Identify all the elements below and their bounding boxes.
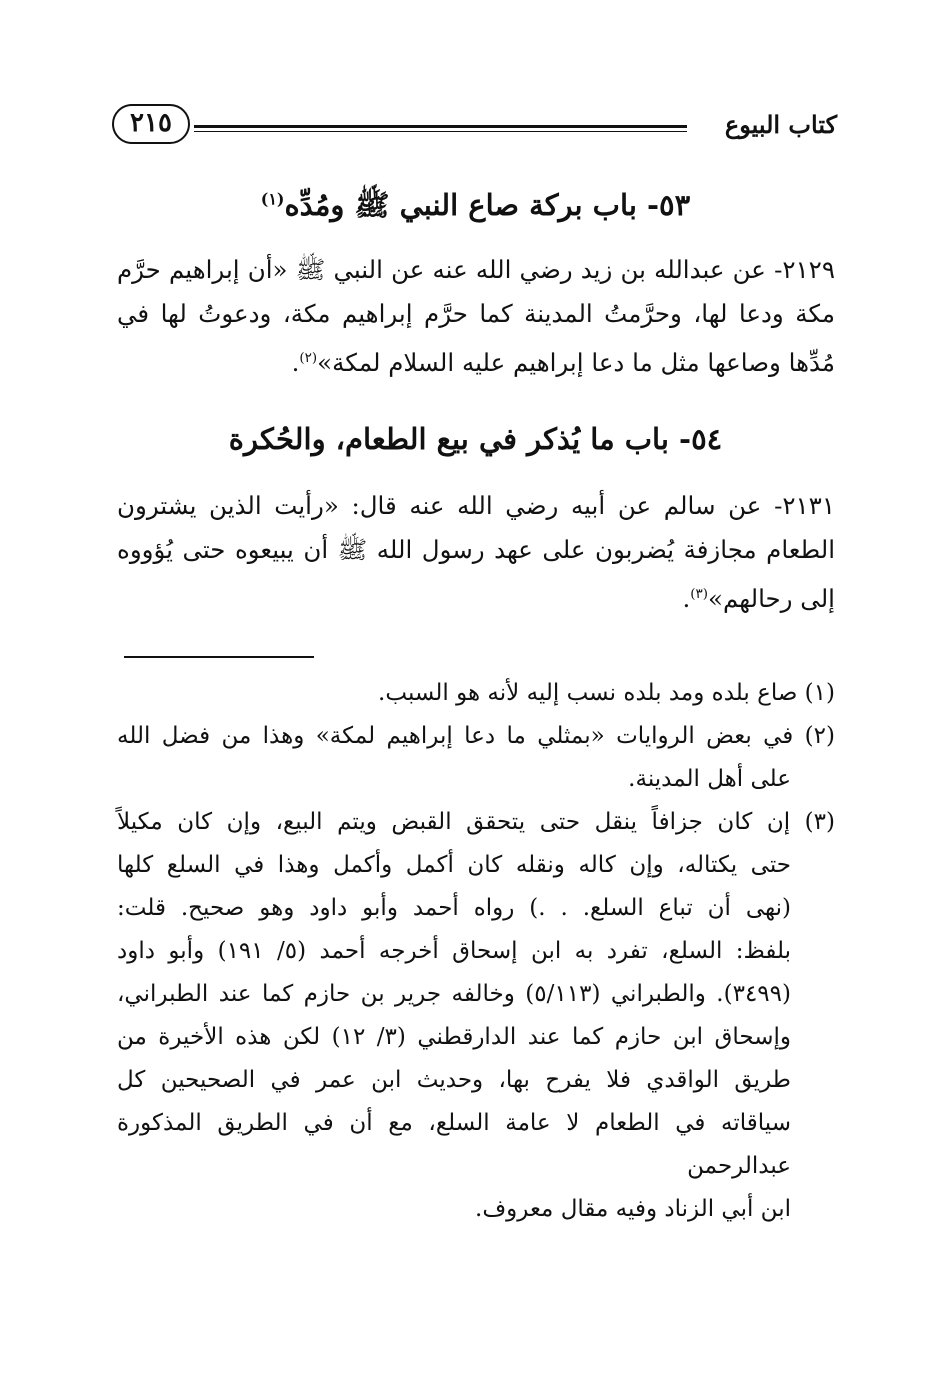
text-line-content: إلى رحالهم» — [708, 584, 835, 614]
text-line-end: . — [291, 348, 300, 378]
footnote-ref: (١) — [260, 189, 285, 209]
footnote-line: ابن أبي الزناد وفيه مقال معروف. — [475, 1196, 791, 1222]
footnote-line: سياقاته في الطعام لا عامة السلع، مع أن في الطريق المذكورة عبدالرحمن — [117, 1110, 791, 1179]
footnotes — [117, 672, 835, 1231]
footnote-ref: (٢) — [299, 350, 318, 366]
text-line-end: . — [682, 584, 691, 614]
text-line: الطعام مجازفة يُضربون على عهد رسول الله ﷺ أن يبيعوه حتى يُؤووه — [117, 535, 835, 564]
footnote-3 — [117, 801, 835, 1231]
text-line — [117, 572, 835, 621]
running-header — [112, 96, 837, 152]
text-line-content: مُدِّها وصاعها مثل ما دعا إبراهيم عليه السلام لمكة» — [317, 348, 835, 378]
page-number: ٢١٥ — [112, 104, 190, 144]
footnote-line: (٢) في بعض الروايات «بمثلي ما دعا إبراهيم لمكة» وهذا من فضل الله — [117, 723, 835, 749]
text-line — [117, 336, 835, 385]
section-heading-text: ٥٣- باب بركة صاع النبي ﷺ ومُدِّه — [284, 188, 691, 222]
header-rule-thin — [194, 131, 687, 132]
text-line: ٢١٣١- عن سالم عن أبيه رضي الله عنه قال: «رأيت الذين يشترون — [117, 491, 835, 520]
footnote-line: على أهل المدينة. — [628, 766, 791, 792]
text-line: مكة ودعا لها، وحرَّمتُ المدينة كما حرَّم إبراهيم مكة، ودعوتُ لها في — [117, 299, 835, 328]
footnote-ref: (٣) — [690, 586, 709, 602]
section-heading — [0, 422, 951, 456]
footnote-line: (نهى أن تباع السلع. . .) رواه أحمد وأبو داود وهو صحيح. قلت: — [117, 895, 791, 921]
footnote-2 — [117, 715, 835, 801]
footnote-separator — [124, 656, 314, 658]
hadith-text — [117, 248, 835, 385]
footnote-line: حتى يكتاله، وإن كاله ونقله كان أكمل وأكمل وهذا في السلع كلها — [117, 852, 791, 878]
footnote-line: (٣٤٩٩). والطبراني (٥/١١٣) وخالفه جرير بن حازم كما عند الطبراني، — [117, 981, 791, 1007]
text-line: ٢١٢٩- عن عبدالله بن زيد رضي الله عنه عن النبي ﷺ «أن إبراهيم حرَّم — [117, 255, 835, 284]
book-title: كتاب البيوع — [724, 110, 837, 139]
footnote-line: بلفظ: السلع، تفرد به ابن إسحاق أخرجه أحمد (٥/ ١٩١) وأبو داود — [117, 938, 792, 964]
footnote-line: (٣) إن كان جزافاً ينقل حتى يتحقق القبض ويتم البيع، وإن كان مكيلاً — [117, 809, 835, 835]
footnote-1: (١) صاع بلده ومد بلده نسب إليه لأنه هو السبب. — [378, 680, 835, 706]
section-heading — [0, 188, 951, 230]
hadith-text — [117, 484, 835, 621]
header-rule — [194, 125, 687, 128]
section-heading-text: ٥٤- باب ما يُذكر في بيع الطعام، والحُكرة — [228, 422, 723, 456]
footnote-line: طريق الواقدي فلا يفرح بها، وحديث ابن عمر في الصحيحين كل — [117, 1067, 791, 1093]
footnote-line: وإسحاق ابن حازم كما عند الدارقطني (٣/ ١٢) لكن هذه الأخيرة من — [117, 1024, 792, 1050]
